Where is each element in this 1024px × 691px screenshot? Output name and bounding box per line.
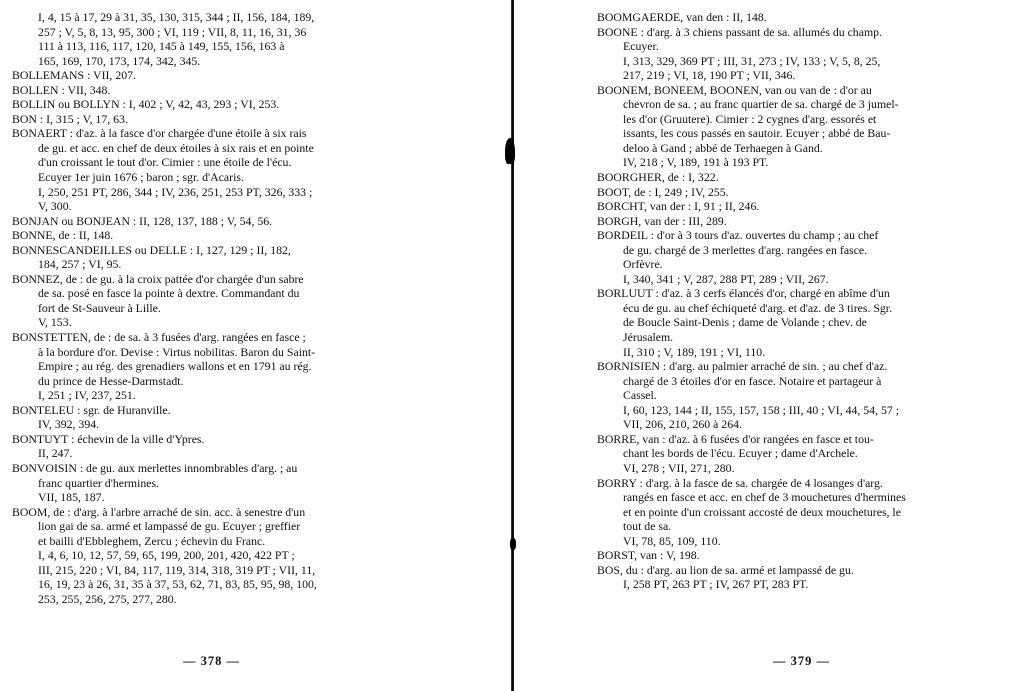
text-line: I, 4, 15 à 17, 29 à 31, 35, 130, 315, 344 ; II, 156, 184, 189, xyxy=(38,10,315,24)
text-line: de Boucle Saint-Denis ; dame de Volande ; chev. de xyxy=(623,315,867,330)
gutter-ink-mark xyxy=(505,138,515,164)
text-line: d'un croissant le tout d'or. Cimier : une étoile de l'écu. xyxy=(38,155,292,170)
text-line: VI, 278 ; VII, 271, 280. xyxy=(623,460,735,475)
gutter-ink-mark xyxy=(510,538,516,550)
text-line: BOLLEMANS : VII, 207. xyxy=(12,68,136,83)
text-line: tout de sa. xyxy=(623,519,672,534)
text-line: VI, 78, 85, 109, 110. xyxy=(623,533,721,548)
text-line: V, 153. xyxy=(38,315,72,330)
text-line: 111 à 113, 116, 117, 120, 145 à 149, 155, 156, 163 à xyxy=(38,39,285,54)
text-line: BOOM, de : d'arg. à l'arbre arraché de sin. acc. à senestre d'un xyxy=(12,504,306,519)
text-line: à la bordure d'or. Devise : Virtus nobilitas. Baron du Saint- xyxy=(38,344,316,359)
text-line: II, 247. xyxy=(38,446,73,461)
text-line: BOORGHER, de : I, 322. xyxy=(597,170,719,185)
text-line: BOOT, de : I, 249 ; IV, 255. xyxy=(597,184,729,199)
text-line: BORCHT, van der : I, 91 ; II, 246. xyxy=(597,199,760,214)
text-line: chant les bords de l'écu. Ecuyer ; dame d'Archele. xyxy=(623,446,858,461)
text-line: chevron de sa. ; au franc quartier de sa. chargé de 3 jumel- xyxy=(623,97,899,112)
text-line: BONJAN ou BONJEAN : II, 128, 137, 188 ; V, 54, 56. xyxy=(12,213,273,228)
text-line: BONTELEU : sgr. de Huranville. xyxy=(12,402,171,417)
text-line: I, 340, 341 ; V, 287, 288 PT, 289 ; VII, 267. xyxy=(623,271,829,286)
text-line: de sa. posé en fasce la pointe à dextre. Commandant du xyxy=(38,286,300,301)
text-line: I, 4, 6, 10, 12, 57, 59, 65, 199, 200, 201, 420, 422 PT ; xyxy=(38,548,295,563)
text-line: et en pointe d'un croissant accosté de deux mouchetures, le xyxy=(623,504,901,519)
text-line: Empire ; au rég. des grenadiers wallons et en 1791 au rég. xyxy=(38,359,312,374)
text-line: I, 251 ; IV, 237, 251. xyxy=(38,388,136,403)
text-line: BONNE, de : II, 148. xyxy=(12,228,114,243)
right-page xyxy=(597,10,1015,592)
text-line: issants, les cous passés en sautoir. Ecuyer ; abbé de Bau- xyxy=(623,126,891,141)
text-line: BONVOISIN : de gu. aux merlettes innombrables d'arg. ; au xyxy=(12,460,298,475)
text-line: BORLUUT : d'az. à 3 cerfs élancés d'or, chargé en abîme d'un xyxy=(597,286,890,301)
text-line: écu de gu. au chef échiqueté d'arg. et d'az. de 3 tires. Sgr. xyxy=(623,300,893,315)
text-line: BONNESCANDEILLES ou DELLE : I, 127, 129 ; II, 182, xyxy=(12,242,291,257)
text-line: rangés en fasce et acc. en chef de 3 mouchetures d'hermines xyxy=(623,490,906,505)
text-line: IV, 392, 394. xyxy=(38,417,100,432)
text-line: de gu. chargé de 3 merlettes d'arg. rangées en fasce. xyxy=(623,242,868,257)
text-line: Cassel. xyxy=(623,388,657,403)
text-line: BOLLIN ou BOLLYN : I, 402 ; V, 42, 43, 293 ; VI, 253. xyxy=(12,97,280,112)
text-line: II, 310 ; V, 189, 191 ; VI, 110. xyxy=(623,344,766,359)
text-line: deloo à Gand ; abbé de Terhaegen à Gand. xyxy=(623,140,823,155)
text-line: fort de St-Sauveur à Lille. xyxy=(38,300,161,315)
text-line: I, 60, 123, 144 ; II, 155, 157, 158 ; III, 40 ; VI, 44, 54, 57 ; xyxy=(623,402,900,417)
text-line: les d'or (Gruutere). Cimier : 2 cygnes d'arg. essorés et xyxy=(623,111,877,126)
text-line: BON : I, 315 ; V, 17, 63. xyxy=(12,111,128,126)
text-line: I, 313, 329, 369 PT ; III, 31, 273 ; IV, 133 ; V, 5, 8, 25, xyxy=(623,53,881,68)
text-line: BONSTETTEN, de : de sa. à 3 fusées d'arg. rangées en fasce ; xyxy=(12,330,306,345)
text-line: III, 215, 220 ; VI, 84, 117, 119, 314, 318, 319 PT ; VII, 11, xyxy=(38,562,316,577)
text-line: BOLLEN : VII, 348. xyxy=(12,82,111,97)
text-line: 217, 219 ; VI, 18, 190 PT ; VII, 346. xyxy=(623,68,796,83)
text-line: BORDEIL : d'or à 3 tours d'az. ouvertes du champ ; au chef xyxy=(597,228,879,243)
text-line: IV, 218 ; V, 189, 191 à 193 PT. xyxy=(623,155,769,170)
text-line: 257 ; V, 5, 8, 13, 95, 300 ; VI, 119 ; VII, 8, 11, 16, 31, 36 xyxy=(38,24,307,39)
page-number: — 378 — xyxy=(183,654,240,668)
text-line: VII, 206, 210, 260 à 264. xyxy=(623,417,742,432)
text-line: Ecuyer. xyxy=(623,39,659,54)
text-line: de gu. et acc. en chef de deux étoiles à six rais et en pointe xyxy=(38,140,314,155)
text-line: BORRY : d'arg. à la fasce de sa. chargée de 4 losanges d'arg. xyxy=(597,475,883,490)
text-line: VII, 185, 187. xyxy=(38,490,105,505)
text-line: 16, 19, 23 à 26, 31, 35 à 37, 53, 62, 71, 83, 85, 95, 98, 100, xyxy=(38,577,317,592)
text-line: BORRE, van : d'az. à 6 fusées d'or rangées en fasce et tou- xyxy=(597,431,874,446)
text-line: I, 258 PT, 263 PT ; IV, 267 PT, 283 PT. xyxy=(623,577,809,592)
text-line: BOS, du : d'arg. au lion de sa. armé et lampassé de gu. xyxy=(597,562,854,577)
text-line: BORNISIEN : d'arg. au palmier arraché de sin. ; au chef d'az. xyxy=(597,359,888,374)
text-line: lion gai de sa. armé et lampassé de gu. Ecuyer ; greffier xyxy=(38,519,301,534)
text-line: 253, 255, 256, 275, 277, 280. xyxy=(38,591,177,606)
text-line: Ecuyer 1er juin 1676 ; baron ; sgr. d'Acaris. xyxy=(38,170,244,185)
text-line: BOOMGAERDE, van den : II, 148. xyxy=(597,10,767,24)
text-line: BOONE : d'arg. à 3 chiens passant de sa. allumés du champ. xyxy=(597,24,882,39)
text-line: BORGH, van der : III, 289. xyxy=(597,213,727,228)
text-line: Orfèvre. xyxy=(623,257,663,272)
text-line: franc quartier d'hermines. xyxy=(38,475,160,490)
text-line: BONAERT : d'az. à la fasce d'or chargée d'une étoile à six rais xyxy=(12,126,307,141)
left-page xyxy=(12,10,432,606)
text-line: I, 250, 251 PT, 286, 344 ; IV, 236, 251, 253 PT, 326, 333 ; xyxy=(38,184,313,199)
text-line: et bailli d'Ebbleghem, Zercu ; échevin du Franc. xyxy=(38,533,266,548)
text-line: BONTUYT : échevin de la ville d'Ypres. xyxy=(12,431,205,446)
text-line: 184, 257 ; VI, 95. xyxy=(38,257,122,272)
page-number: — 379 — xyxy=(773,654,830,668)
text-line: chargé de 3 étoiles d'or en fasce. Notaire et partageur à xyxy=(623,373,882,388)
book-gutter xyxy=(511,0,514,691)
text-line: BONNEZ, de : de gu. à la croix pattée d'or chargée d'un sabre xyxy=(12,271,304,286)
text-line: 165, 169, 170, 173, 174, 342, 345. xyxy=(38,53,201,68)
text-line: du prince de Hesse-Darmstadt. xyxy=(38,373,184,388)
text-line: Jérusalem. xyxy=(623,330,674,345)
text-line: BOONEM, BONEEM, BOONEN, van ou van de : d'or au xyxy=(597,82,872,97)
text-line: BORST, van : V, 198. xyxy=(597,548,700,563)
text-line: V, 300. xyxy=(38,199,72,214)
